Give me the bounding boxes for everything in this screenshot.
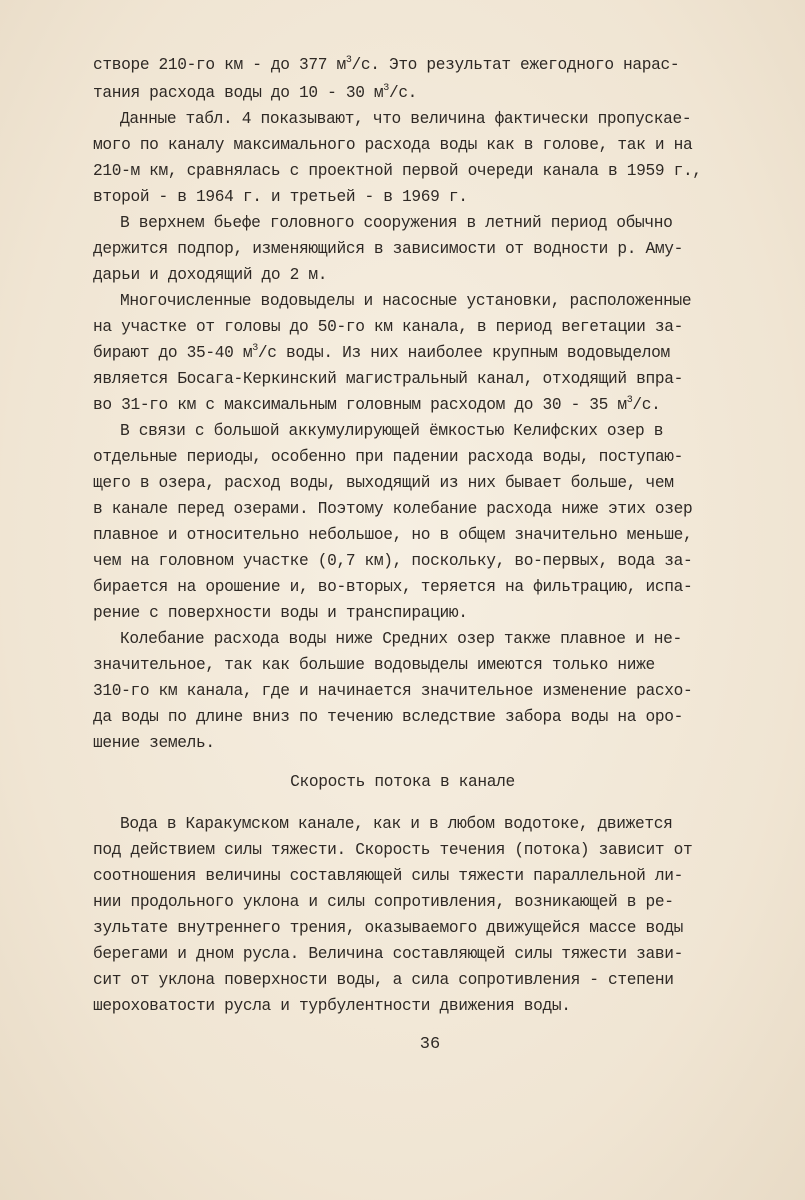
superscript: 3	[252, 343, 258, 354]
text-line	[93, 894, 674, 910]
text-segment: в канале перед озерами. Поэтому колебание расхода ниже этих озер	[93, 500, 693, 518]
text-line	[93, 189, 468, 205]
text-segment: рение с поверхности воды и транспирацию.	[93, 604, 468, 622]
text-line	[93, 527, 692, 543]
text-line	[93, 605, 468, 621]
text-segment: значительное, так как большие водовыделы имеются только ниже	[93, 656, 655, 674]
text-line	[120, 423, 663, 439]
text-segment: плавное и относительно небольшое, но в общем значительно меньше,	[93, 526, 693, 544]
text-segment: на участке от головы до 50-го км канала, в период вегетации за-	[93, 318, 683, 336]
text-line	[93, 57, 679, 73]
text-segment: нии продольного уклона и силы сопротивления, возникающей в ре-	[93, 893, 674, 911]
superscript: 3	[383, 83, 389, 94]
text-segment: под действием силы тяжести. Скорость течения (потока) зависит от	[93, 841, 693, 859]
text-segment: бирается на орошение и, во-вторых, теряется на фильтрацию, испа-	[93, 578, 693, 596]
text-segment: второй - в 1964 г. и третьей - в 1969 г.	[93, 188, 468, 206]
text-segment: створе 210-го км - до 377 м	[93, 56, 346, 74]
text-line	[93, 319, 683, 335]
text-line	[93, 267, 327, 283]
text-line	[93, 163, 702, 179]
text-segment: соотношения величины составляющей силы тяжести параллельной ли-	[93, 867, 683, 885]
text-segment: мого по каналу максимального расхода воды как в голове, так и на	[93, 136, 693, 154]
text-line	[93, 397, 661, 413]
text-segment: тания расхода воды до 10 - 30 м	[93, 84, 384, 102]
text-segment: дарьи и доходящий до 2 м.	[93, 266, 328, 284]
text-line	[93, 972, 674, 988]
text-segment: да воды по длине вниз по течению вследствие забора воды на оро-	[93, 708, 683, 726]
text-segment: берегами и дном русла. Величина составляющей силы тяжести зави-	[93, 945, 683, 963]
text-segment: держится подпор, изменяющийся в зависимости от водности р. Аму-	[93, 240, 683, 258]
text-line	[93, 683, 692, 699]
text-line	[93, 345, 670, 361]
text-line	[120, 215, 672, 231]
text-line	[93, 735, 215, 751]
text-line	[93, 842, 692, 858]
text-segment: щего в озера, расход воды, выходящий из них бывает больше, чем	[93, 474, 674, 492]
text-line	[93, 553, 692, 569]
text-segment: шение земель.	[93, 734, 215, 752]
text-line	[93, 85, 417, 101]
section-heading: Скорость потока в канале	[290, 773, 515, 791]
text-line	[120, 293, 691, 309]
text-segment: сит от уклона поверхности воды, а сила сопротивления - степени	[93, 971, 674, 989]
text-segment: /с воды. Из них наиболее крупным водовыделом	[257, 344, 670, 362]
text-segment: зультате внутреннего трения, оказываемого движущейся массе воды	[93, 919, 683, 937]
text-line	[93, 449, 683, 465]
text-segment: 210-м км, сравнялась с проектной первой очереди канала в 1959 г.,	[93, 162, 702, 180]
text-segment: /с.	[632, 396, 661, 414]
text-line	[93, 657, 655, 673]
text-segment: 310-го км канала, где и начинается значительное изменение расхо-	[93, 682, 693, 700]
text-segment: Колебание расхода воды ниже Средних озер также плавное и не-	[120, 630, 682, 648]
text-segment: /с. Это результат ежегодного нарас-	[351, 56, 680, 74]
text-segment: шероховатости русла и турбулентности движения воды.	[93, 997, 571, 1015]
text-line	[93, 475, 674, 491]
superscript: 3	[626, 395, 633, 406]
text-segment: В верхнем бьефе головного сооружения в летний период обычно	[120, 214, 673, 232]
text-line	[93, 709, 683, 725]
text-line	[93, 137, 692, 153]
text-line	[93, 946, 683, 962]
text-segment: /с.	[388, 84, 418, 102]
text-segment: Многочисленные водовыделы и насосные установки, расположенные	[120, 292, 692, 310]
text-line	[93, 501, 692, 517]
page-number: 36	[419, 1035, 441, 1054]
text-line	[93, 371, 683, 387]
text-segment: во 31-го км с максимальным головным расходом до 30 - 35 м	[93, 396, 627, 414]
text-segment: бирают до 35-40 м	[93, 344, 253, 362]
text-line	[93, 868, 683, 884]
text-line	[93, 579, 692, 595]
text-line	[93, 998, 571, 1014]
text-segment: чем на головном участке (0,7 км), поскольку, во-первых, вода за-	[93, 552, 693, 570]
text-segment: В связи с большой аккумулирующей ёмкостью Келифских озер в	[120, 422, 664, 440]
text-line	[120, 816, 672, 832]
text-line	[93, 920, 683, 936]
text-segment: отдельные периоды, особенно при падении расхода воды, поступаю-	[93, 448, 683, 466]
text-line	[120, 111, 691, 127]
text-line	[120, 631, 682, 647]
text-segment: Вода в Каракумском канале, как и в любом водотоке, движется	[120, 815, 673, 833]
superscript: 3	[345, 55, 352, 66]
text-segment: Данные табл. 4 показывают, что величина фактически пропускае-	[120, 110, 692, 128]
text-line	[93, 241, 683, 257]
text-segment: является Босага-Керкинский магистральный канал, отходящий впра-	[93, 370, 683, 388]
